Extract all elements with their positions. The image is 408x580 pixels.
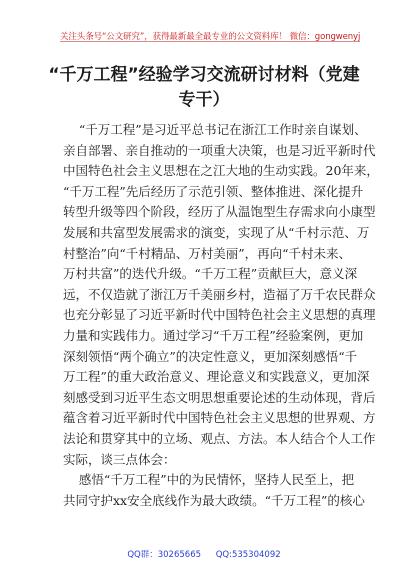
document-title-line-1: “千万工程”经验学习交流研讨材料（党建	[48, 65, 360, 85]
body-line: 法论和贯穿其中的立场、观点、方法。本人结合个人工作	[63, 430, 376, 446]
document-body	[63, 120, 379, 511]
body-line: “千万工程”先后经历了示范引领、整体推进、深化提升	[63, 183, 364, 199]
body-line: 中国特色社会主义思想在之江大地的生动实践。20年来，	[63, 163, 379, 179]
footer-qq: QQ:535304092	[215, 550, 281, 560]
body-line: 村整治”向“千村精品、万村美丽”，再向“千村未来、	[63, 245, 352, 261]
body-line: “千万工程”是习近平总书记在浙江工作时亲自谋划、	[63, 122, 367, 137]
body-line: 也充分彰显了习近平新时代中国特色社会主义思想的真理	[63, 307, 376, 323]
body-line: 感悟“千万工程”中的为民情怀，坚持人民至上，把	[63, 472, 355, 488]
body-line: 转型升级等四个阶段，经历了从温饱型生存需求向小康型	[63, 204, 376, 220]
body-line: 万工程”的重大政治意义、理论意义和实践意义，更加深	[63, 369, 370, 385]
page-footer	[0, 548, 408, 560]
footer-qq-group: QQ群：30265665	[127, 550, 202, 560]
body-line: 实际，谈三点体会：	[63, 451, 176, 467]
body-line: 深刻领悟“两个确立”的决定性意义，更加深刻感悟“千	[63, 348, 358, 364]
body-line: 亲自部署、亲自推动的一项重大决策，也是习近平新时代	[63, 142, 376, 158]
body-line: 共同守护xx安全底线作为最大政绩。“千万工程”的核心	[63, 492, 365, 508]
body-line: 刻感受到习近平生态文明思想重要论述的生动体现，背后	[63, 389, 376, 405]
document-title-line-2: 专干）	[178, 90, 230, 110]
header-banner-text: 关注头条号“公文研究”，获得最新最全最专业的公文资料库！ 微信：gongwenyj	[60, 32, 361, 42]
document-title	[40, 63, 368, 113]
body-line: 万村共富”的迭代升级。“千万工程”贡献巨大，意义深	[63, 266, 358, 282]
body-line: 远，不仅造就了浙江万千美丽乡村，造福了万千农民群众	[63, 286, 376, 302]
body-line: 蕴含着习近平新时代中国特色社会主义思想的世界观、方	[63, 410, 376, 426]
header-banner	[60, 24, 360, 42]
body-line: 力量和实践伟力。通过学习“千万工程”经验案例，更加	[63, 327, 364, 343]
body-line: 发展和共富型发展需求的演变，实现了从“千村示范、万	[63, 224, 370, 240]
